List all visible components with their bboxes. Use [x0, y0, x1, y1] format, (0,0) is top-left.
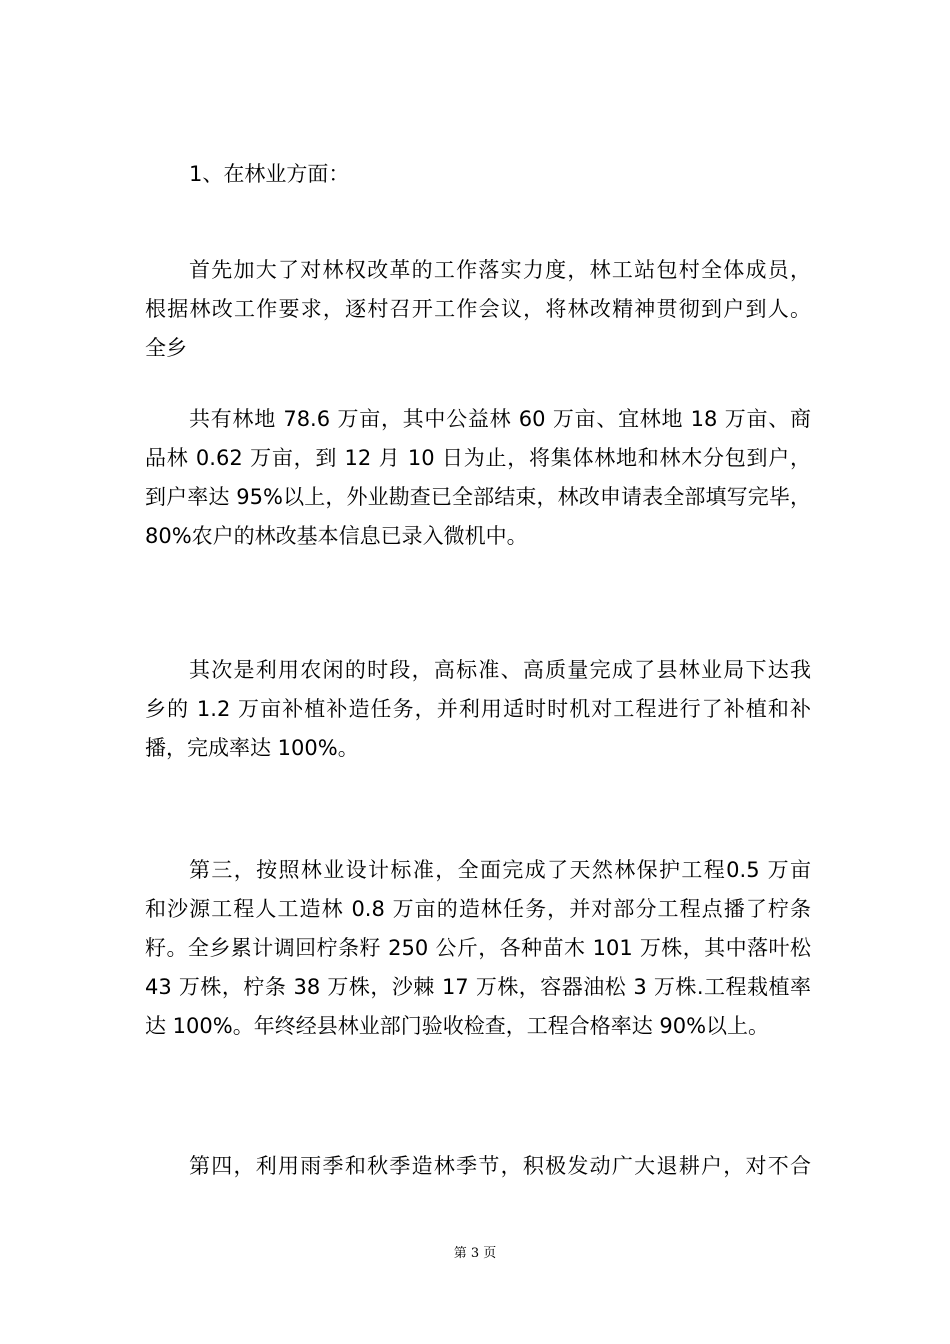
- paragraph-2: [145, 400, 811, 556]
- paragraph-line: 达 100%。年终经县林业部门验收检查，工程合格率达 90%以上。: [145, 1014, 770, 1038]
- paragraph-line: 籽。全乡累计调回柠条籽 250 公斤，各种苗木 101 万株，其中落叶松: [145, 936, 811, 960]
- paragraph-line: 到户率达 95%以上，外业勘查已全部结束，林改申请表全部填写完毕，: [145, 485, 811, 509]
- paragraph-line: 第三，按照林业设计标准，全面完成了天然林保护工程0.5 万亩: [189, 858, 811, 882]
- paragraph-line: 其次是利用农闲的时段，高标准、高质量完成了县林业局下达我: [189, 658, 811, 682]
- paragraph-line: 品林 0.62 万亩，到 12 月 10 日为止，将集体林地和林木分包到户，: [145, 446, 811, 470]
- paragraph-line: 乡的 1.2 万亩补植补造任务，并利用适时时机对工程进行了补植和补: [145, 697, 811, 721]
- paragraph-line: 第四，利用雨季和秋季造林季节，积极发动广大退耕户，对不合: [189, 1154, 811, 1178]
- paragraph-line: 首先加大了对林权改革的工作落实力度，林工站包村全体成员，: [189, 258, 811, 282]
- page-number: 第 3 页: [453, 1246, 497, 1261]
- paragraph-5: [145, 1147, 811, 1186]
- paragraph-line: 80%农户的林改基本信息已录入微机中。: [145, 524, 528, 548]
- paragraph-3: [145, 651, 811, 768]
- paragraph-4: [145, 851, 811, 1046]
- heading-text: 1、在林业方面：: [189, 162, 350, 186]
- paragraph-line: 共有林地 78.6 万亩，其中公益林 60 万亩、宜林地 18 万亩、商: [189, 407, 811, 431]
- paragraph-line: 和沙源工程人工造林 0.8 万亩的造林任务，并对部分工程点播了柠条: [145, 897, 811, 921]
- section-heading: [145, 155, 811, 194]
- paragraph-1: [145, 251, 811, 368]
- paragraph-line: 全乡: [145, 336, 187, 360]
- paragraph-line: 43 万株，柠条 38 万株，沙棘 17 万株，容器油松 3 万株.工程栽植率: [145, 975, 811, 999]
- paragraph-line: 播，完成率达 100%。: [145, 736, 359, 760]
- paragraph-line: 根据林改工作要求，逐村召开工作会议，将林改精神贯彻到户到人。: [145, 297, 811, 321]
